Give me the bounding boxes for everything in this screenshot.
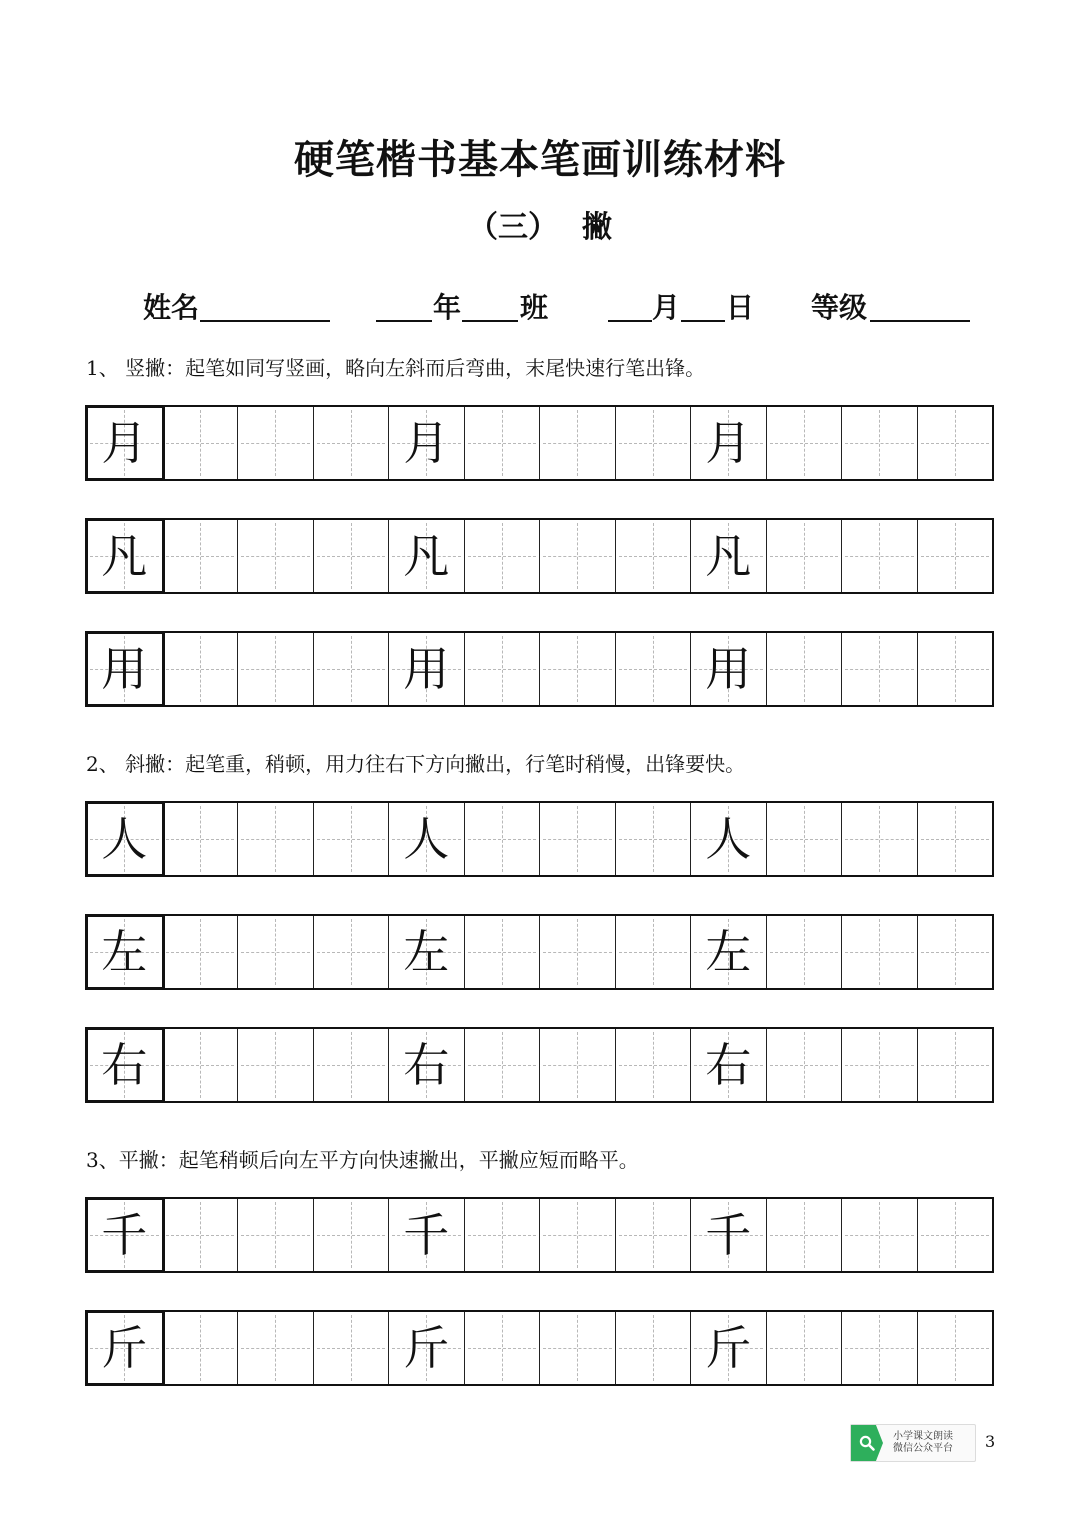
practice-cell[interactable] xyxy=(918,520,993,592)
practice-cell xyxy=(389,1312,465,1384)
model-character: 人 xyxy=(705,812,752,866)
page-title: 硬笔楷书基本笔画训练材料 xyxy=(294,137,786,183)
practice-cell xyxy=(691,1029,767,1101)
model-character: 左 xyxy=(101,925,148,979)
practice-cell[interactable] xyxy=(540,916,616,988)
practice-cell[interactable] xyxy=(540,633,616,705)
practice-cell[interactable] xyxy=(163,633,239,705)
model-character: 右 xyxy=(705,1038,752,1092)
practice-cell[interactable] xyxy=(314,1312,390,1384)
practice-cell[interactable] xyxy=(767,407,843,479)
practice-cell[interactable] xyxy=(616,1312,692,1384)
practice-cell[interactable] xyxy=(540,1029,616,1101)
practice-cell[interactable] xyxy=(767,1029,843,1101)
practice-cell[interactable] xyxy=(465,407,541,479)
logo-line2: 微信公众平台 xyxy=(893,1443,953,1454)
practice-cell[interactable] xyxy=(767,803,843,875)
practice-cell[interactable] xyxy=(616,407,692,479)
practice-cell[interactable] xyxy=(540,520,616,592)
practice-cell[interactable] xyxy=(918,633,993,705)
practice-cell[interactable] xyxy=(540,1199,616,1271)
section-instruction: 2、 斜撇：起笔重，稍顿，用力往右下方向撇出，行笔时稍慢，出锋要快。 xyxy=(86,752,746,776)
practice-cell[interactable] xyxy=(918,1199,993,1271)
practice-cell[interactable] xyxy=(767,633,843,705)
practice-cell xyxy=(389,916,465,988)
practice-cell[interactable] xyxy=(163,1199,239,1271)
model-cell xyxy=(87,916,163,988)
practice-cell[interactable] xyxy=(842,520,918,592)
practice-cell[interactable] xyxy=(163,1029,239,1101)
level-blank[interactable] xyxy=(870,320,970,322)
practice-cell[interactable] xyxy=(465,1199,541,1271)
practice-cell[interactable] xyxy=(238,1029,314,1101)
practice-cell[interactable] xyxy=(314,1029,390,1101)
practice-cell xyxy=(691,803,767,875)
practice-cell[interactable] xyxy=(616,1029,692,1101)
practice-cell xyxy=(691,1312,767,1384)
practice-row xyxy=(85,914,994,990)
model-cell xyxy=(87,407,163,479)
practice-cell[interactable] xyxy=(918,1312,993,1384)
practice-cell[interactable] xyxy=(540,1312,616,1384)
model-character: 斤 xyxy=(705,1321,752,1375)
model-cell xyxy=(87,1312,163,1384)
page-subtitle xyxy=(0,202,1080,246)
model-character: 右 xyxy=(101,1038,148,1092)
practice-cell[interactable] xyxy=(314,633,390,705)
practice-cell[interactable] xyxy=(238,1199,314,1271)
model-character: 凡 xyxy=(101,529,148,583)
level-label: 等级 xyxy=(811,291,868,324)
practice-cell[interactable] xyxy=(465,520,541,592)
practice-cell[interactable] xyxy=(314,916,390,988)
model-cell xyxy=(87,1029,163,1101)
practice-cell[interactable] xyxy=(163,803,239,875)
name-label: 姓名 xyxy=(143,291,200,324)
practice-cell[interactable] xyxy=(465,803,541,875)
model-character: 千 xyxy=(403,1208,450,1262)
practice-cell[interactable] xyxy=(616,803,692,875)
practice-cell xyxy=(389,520,465,592)
model-character: 用 xyxy=(403,642,450,696)
student-info-row xyxy=(0,286,1080,330)
practice-cell[interactable] xyxy=(238,1312,314,1384)
practice-cell xyxy=(389,407,465,479)
practice-cell xyxy=(691,633,767,705)
practice-cell xyxy=(389,633,465,705)
grade-blank[interactable] xyxy=(376,320,432,322)
practice-cell[interactable] xyxy=(616,1199,692,1271)
model-cell xyxy=(87,633,163,705)
practice-cell[interactable] xyxy=(616,633,692,705)
practice-cell[interactable] xyxy=(616,520,692,592)
practice-row xyxy=(85,1197,994,1273)
practice-cell[interactable] xyxy=(918,916,993,988)
practice-row xyxy=(85,801,994,877)
model-character: 左 xyxy=(705,925,752,979)
practice-cell[interactable] xyxy=(842,803,918,875)
subtitle-stroke: 撇 xyxy=(582,210,612,245)
model-character: 左 xyxy=(403,925,450,979)
practice-cell xyxy=(691,916,767,988)
practice-cell[interactable] xyxy=(465,916,541,988)
model-character: 凡 xyxy=(705,529,752,583)
practice-row xyxy=(85,631,994,707)
model-cell xyxy=(87,520,163,592)
model-character: 用 xyxy=(705,642,752,696)
practice-row xyxy=(85,1310,994,1386)
practice-cell xyxy=(389,803,465,875)
model-character: 月 xyxy=(705,416,752,470)
practice-cell[interactable] xyxy=(767,916,843,988)
model-cell xyxy=(87,1199,163,1271)
practice-row xyxy=(85,1027,994,1103)
page-number: 3 xyxy=(985,1432,996,1451)
month-label: 月 xyxy=(652,291,681,324)
model-character: 人 xyxy=(101,812,148,866)
practice-cell[interactable] xyxy=(314,520,390,592)
practice-cell[interactable] xyxy=(918,803,993,875)
practice-cell[interactable] xyxy=(314,803,390,875)
practice-cell[interactable] xyxy=(465,1029,541,1101)
model-character: 用 xyxy=(101,642,148,696)
model-character: 斤 xyxy=(403,1321,450,1375)
grade-label: 年 xyxy=(433,291,462,324)
model-character: 凡 xyxy=(403,529,450,583)
practice-cell[interactable] xyxy=(842,1312,918,1384)
practice-cell[interactable] xyxy=(163,1312,239,1384)
model-character: 月 xyxy=(101,416,148,470)
practice-cell[interactable] xyxy=(767,1312,843,1384)
practice-cell xyxy=(691,1199,767,1271)
logo-line1: 小学课文朗读 xyxy=(893,1431,953,1442)
name-blank[interactable] xyxy=(200,320,330,322)
practice-cell[interactable] xyxy=(842,916,918,988)
wechat-logo xyxy=(850,1424,976,1462)
section-instruction: 3、平撇：起笔稍顿后向左平方向快速撇出，平撇应短而略平。 xyxy=(86,1148,639,1172)
practice-row xyxy=(85,518,994,594)
day-label: 日 xyxy=(726,291,755,324)
practice-cell[interactable] xyxy=(163,916,239,988)
practice-cell[interactable] xyxy=(163,407,239,479)
practice-cell xyxy=(691,520,767,592)
practice-cell[interactable] xyxy=(918,407,993,479)
model-character: 人 xyxy=(403,812,450,866)
model-character: 斤 xyxy=(101,1321,148,1375)
model-character: 月 xyxy=(403,416,450,470)
practice-cell[interactable] xyxy=(842,1029,918,1101)
practice-cell[interactable] xyxy=(238,407,314,479)
practice-cell[interactable] xyxy=(767,520,843,592)
month-blank[interactable] xyxy=(608,320,652,322)
practice-cell[interactable] xyxy=(540,803,616,875)
practice-cell[interactable] xyxy=(918,1029,993,1101)
practice-cell[interactable] xyxy=(616,916,692,988)
practice-cell[interactable] xyxy=(842,633,918,705)
class-blank[interactable] xyxy=(462,320,518,322)
practice-row xyxy=(85,405,994,481)
search-icon xyxy=(851,1425,883,1461)
practice-cell[interactable] xyxy=(314,1199,390,1271)
model-character: 千 xyxy=(705,1208,752,1262)
practice-cell[interactable] xyxy=(238,916,314,988)
section-instruction: 1、 竖撇：起笔如同写竖画，略向左斜而后弯曲，末尾快速行笔出锋。 xyxy=(86,356,706,380)
practice-cell[interactable] xyxy=(465,1312,541,1384)
practice-cell xyxy=(389,1199,465,1271)
practice-cell[interactable] xyxy=(163,520,239,592)
model-character: 千 xyxy=(101,1208,148,1262)
practice-cell[interactable] xyxy=(314,407,390,479)
practice-cell[interactable] xyxy=(238,633,314,705)
practice-cell[interactable] xyxy=(238,520,314,592)
model-cell xyxy=(87,803,163,875)
practice-cell[interactable] xyxy=(238,803,314,875)
practice-cell[interactable] xyxy=(842,1199,918,1271)
practice-cell[interactable] xyxy=(465,633,541,705)
model-character: 右 xyxy=(403,1038,450,1092)
practice-cell xyxy=(691,407,767,479)
practice-cell[interactable] xyxy=(540,407,616,479)
practice-cell xyxy=(389,1029,465,1101)
day-blank[interactable] xyxy=(681,320,725,322)
subtitle-number: （三） xyxy=(468,210,558,245)
practice-cell[interactable] xyxy=(842,407,918,479)
practice-cell[interactable] xyxy=(767,1199,843,1271)
class-label: 班 xyxy=(520,291,549,324)
